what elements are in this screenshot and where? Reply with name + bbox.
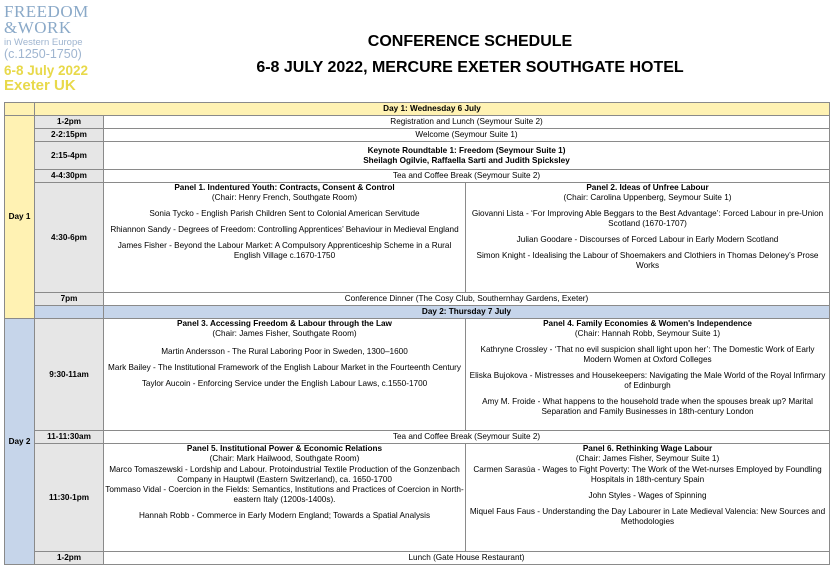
event-cell: Tea and Coffee Break (Seymour Suite 2) [104, 431, 830, 444]
panel-chair: (Chair: James Fisher, Southgate Room) [212, 329, 357, 338]
paper-item: Julian Goodare - Discourses of Forced Labour in Early Modern Scotland [516, 235, 779, 244]
table-row [5, 170, 830, 183]
table-row [5, 431, 830, 444]
page-subtitle: 6-8 JULY 2022, MERCURE EXETER SOUTHGATE HOTEL [256, 59, 684, 76]
time-cell: 1-2pm [35, 552, 104, 565]
time-cell: 11-11:30am [35, 431, 104, 444]
table-row [5, 183, 830, 293]
event-cell: Welcome (Seymour Suite 1) [104, 129, 830, 142]
panel-chair: (Chair: Mark Hailwood, Southgate Room) [209, 454, 360, 463]
time-cell: 4:30-6pm [35, 183, 104, 293]
page-title: CONFERENCE SCHEDULE [367, 33, 573, 50]
paper-item: Tommaso Vidal - Coercion in the Fields: Semantics, Institutions and Practices of Coercion in North-eastern Italy (1200s-1400s). [105, 485, 464, 504]
paper-item: Giovanni Lista - ‘For Improving Able Beggars to the Best Advantage’: Forced Labour in pre-Union Scotland (1670-1707) [471, 209, 824, 228]
paper-item: Kathryne Crossley - ‘That no evil suspicion shall light upon her’: The Domestic Work of Early Modern Women at Oxford Colleges [480, 345, 815, 364]
paper-item: Hannah Robb - Commerce in Early Modern England; Towards a Spatial Analysis [138, 511, 431, 520]
paper-item: Amy M. Froide - What happens to the household trade when the spouses break up? Marital Separation and Family Businesses in 18th-century London [482, 397, 813, 416]
panel-chair: (Chair: Hannah Robb, Seymour Suite 1) [574, 329, 721, 338]
day2-header-row [5, 306, 830, 319]
paper-item: Miquel Faus Faus - Understanding the Day Labourer in Late Medieval Valencia: New Sources and Methodologies [469, 507, 826, 526]
logo-line-region: in Western Europe [4, 37, 83, 48]
table-row [5, 116, 830, 129]
day1-heading: Day 1: Wednesday 6 July [35, 103, 830, 116]
panel-chair: (Chair: James Fisher, Seymour Suite 1) [575, 454, 720, 463]
day1-header-row [5, 103, 830, 116]
panel-title: Panel 4. Family Economies & Women's Independence [543, 319, 752, 328]
panel-title: Panel 6. Rethinking Wage Labour [582, 444, 713, 453]
paper-item: Marco Tomaszewski - Lordship and Labour. Protoindustrial Textile Production of the Gonzenbach Company in Hauptwil (Eastern Switzerland), ca. 1650-1700 [109, 465, 460, 484]
panel-title: Panel 1. Indentured Youth: Contracts, Consent & Control [174, 183, 395, 192]
day2-corner [35, 306, 104, 319]
time-cell: 7pm [35, 293, 104, 306]
panel-5 [104, 444, 466, 552]
paper-item: Martin Andersson - The Rural Laboring Poor in Sweden, 1300–1600 [161, 347, 408, 356]
time-cell: 4-4:30pm [35, 170, 104, 183]
day1-corner [5, 103, 35, 116]
time-cell: 11:30-1pm [35, 444, 104, 552]
paper-item: Eliska Bujokova - Mistresses and Housekeepers: Navigating the Male World of the Royal Infirmary of Edinburgh [469, 371, 826, 390]
paper-item: Sonia Tycko - English Parish Children Sent to Colonial American Servitude [149, 209, 420, 218]
paper-item: Carmen Sarasúa - Wages to Fight Poverty: The Work of the Wet-nurses Employed by Foundling Hospitals in 18th-century Spain [473, 465, 822, 484]
panel-3 [104, 319, 466, 431]
logo-line-work: &WORK [4, 18, 72, 37]
panel-chair: (Chair: Carolina Uppenberg, Seymour Suite 1) [563, 193, 732, 202]
panel-title: Panel 5. Institutional Power & Economic Relations [186, 444, 383, 453]
table-row [5, 552, 830, 565]
table-row [5, 319, 830, 431]
panel-6 [466, 444, 830, 552]
table-row [5, 129, 830, 142]
paper-item: John Styles - Wages of Spinning [588, 491, 707, 500]
paper-item: Taylor Aucoin - Enforcing Service under the English Labour Laws, c.1550-1700 [141, 379, 428, 388]
logo-line-location: Exeter UK [4, 77, 76, 94]
logo-line-dates: 6-8 July 2022 [4, 63, 89, 78]
time-cell: 2-2:15pm [35, 129, 104, 142]
panel-4 [466, 319, 830, 431]
paper-item: Simon Knight - Idealising the Labour of Shoemakers and Clothiers in Thomas Deloney’s Prose Works [476, 251, 819, 270]
table-row [5, 444, 830, 552]
time-cell: 2:15-4pm [35, 142, 104, 170]
table-row [5, 142, 830, 170]
event-cell: Tea and Coffee Break (Seymour Suite 2) [104, 170, 830, 183]
time-cell: 9:30-11am [35, 319, 104, 431]
day1-label: Day 1 [5, 116, 35, 319]
panel-title: Panel 3. Accessing Freedom & Labour through the Law [177, 319, 392, 328]
schedule-table [4, 102, 830, 565]
keynote-cell [104, 142, 830, 170]
table-row [5, 293, 830, 306]
day2-heading: Day 2: Thursday 7 July [104, 306, 830, 319]
event-cell: Conference Dinner (The Cosy Club, Southernhay Gardens, Exeter) [104, 293, 830, 306]
paper-item: James Fisher - Beyond the Labour Market: A Compulsory Apprenticeship Scheme in a Rural English Village c.1670-1750 [117, 241, 452, 260]
logo-line-period: (c.1250-1750) [4, 47, 82, 61]
panel-2 [466, 183, 830, 293]
conference-logo [4, 4, 104, 100]
event-cell: Lunch (Gate House Restaurant) [104, 552, 830, 565]
logo-line-freedom: FREEDOM [4, 2, 89, 21]
paper-item: Rhiannon Sandy - Degrees of Freedom: Controlling Apprentices’ Behaviour in Medieval England [110, 225, 459, 234]
panel-1 [104, 183, 466, 293]
day2-label: Day 2 [5, 319, 35, 565]
panel-chair: (Chair: Henry French, Southgate Room) [211, 193, 358, 202]
keynote-title: Keynote Roundtable 1: Freedom (Seymour Suite 1) [367, 145, 566, 155]
paper-item: Mark Bailey - The Institutional Framework of the English Labour Market in the Fourteenth Century [108, 363, 461, 372]
panel-title: Panel 2. Ideas of Unfree Labour [586, 183, 709, 192]
event-cell: Registration and Lunch (Seymour Suite 2) [104, 116, 830, 129]
time-cell: 1-2pm [35, 116, 104, 129]
keynote-speakers: Sheilagh Ogilvie, Raffaella Sarti and Judith Spicksley [363, 155, 570, 165]
